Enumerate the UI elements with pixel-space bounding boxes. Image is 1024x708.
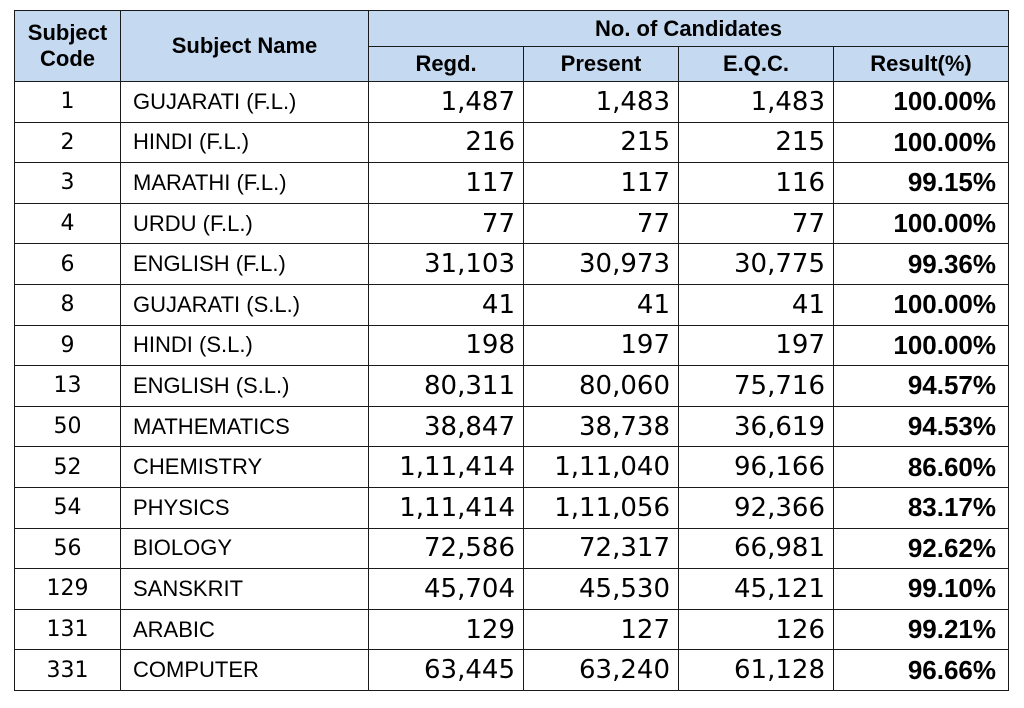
eqc-cell: 197 xyxy=(679,325,834,366)
table-row xyxy=(15,122,1009,163)
present-cell: 117 xyxy=(524,163,679,204)
result-cell: 100.00% xyxy=(834,203,1009,244)
result-cell: 96.66% xyxy=(834,650,1009,691)
table-row xyxy=(15,203,1009,244)
regd-cell: 41 xyxy=(369,284,524,325)
table-row xyxy=(15,487,1009,528)
present-cell: 45,530 xyxy=(524,569,679,610)
present-cell: 215 xyxy=(524,122,679,163)
subject-name-cell: ENGLISH (F.L.) xyxy=(121,244,369,285)
table-row xyxy=(15,325,1009,366)
eqc-cell: 61,128 xyxy=(679,650,834,691)
eqc-cell: 36,619 xyxy=(679,406,834,447)
eqc-cell: 66,981 xyxy=(679,528,834,569)
present-cell: 80,060 xyxy=(524,366,679,407)
subject-name-cell: HINDI (F.L.) xyxy=(121,122,369,163)
result-cell: 99.36% xyxy=(834,244,1009,285)
subject-code-cell: 129 xyxy=(15,569,121,610)
results-table xyxy=(14,10,1009,691)
header-result: Result(%) xyxy=(834,47,1009,82)
subject-name-cell: ENGLISH (S.L.) xyxy=(121,366,369,407)
present-cell: 197 xyxy=(524,325,679,366)
regd-cell: 31,103 xyxy=(369,244,524,285)
subject-code-cell: 4 xyxy=(15,203,121,244)
subject-code-cell: 9 xyxy=(15,325,121,366)
subject-code-cell: 3 xyxy=(15,163,121,204)
subject-name-cell: CHEMISTRY xyxy=(121,447,369,488)
subject-code-cell: 8 xyxy=(15,284,121,325)
result-cell: 100.00% xyxy=(834,325,1009,366)
table-header xyxy=(15,11,1009,82)
present-cell: 127 xyxy=(524,609,679,650)
regd-cell: 77 xyxy=(369,203,524,244)
subject-code-cell: 54 xyxy=(15,487,121,528)
result-cell: 99.21% xyxy=(834,609,1009,650)
header-regd: Regd. xyxy=(369,47,524,82)
eqc-cell: 126 xyxy=(679,609,834,650)
eqc-cell: 96,166 xyxy=(679,447,834,488)
subject-name-cell: MATHEMATICS xyxy=(121,406,369,447)
present-cell: 63,240 xyxy=(524,650,679,691)
eqc-cell: 41 xyxy=(679,284,834,325)
subject-name-cell: URDU (F.L.) xyxy=(121,203,369,244)
subject-code-cell: 50 xyxy=(15,406,121,447)
result-cell: 100.00% xyxy=(834,122,1009,163)
subject-name-cell: GUJARATI (S.L.) xyxy=(121,284,369,325)
eqc-cell: 116 xyxy=(679,163,834,204)
table-row xyxy=(15,650,1009,691)
regd-cell: 216 xyxy=(369,122,524,163)
eqc-cell: 45,121 xyxy=(679,569,834,610)
present-cell: 77 xyxy=(524,203,679,244)
regd-cell: 129 xyxy=(369,609,524,650)
table-row xyxy=(15,528,1009,569)
header-subject-code: Subject Code xyxy=(15,11,121,82)
subject-code-cell: 6 xyxy=(15,244,121,285)
table-row xyxy=(15,284,1009,325)
subject-code-cell: 2 xyxy=(15,122,121,163)
regd-cell: 1,11,414 xyxy=(369,487,524,528)
result-cell: 83.17% xyxy=(834,487,1009,528)
table-row xyxy=(15,163,1009,204)
header-subject-name: Subject Name xyxy=(121,11,369,82)
regd-cell: 63,445 xyxy=(369,650,524,691)
result-cell: 99.15% xyxy=(834,163,1009,204)
subject-name-cell: COMPUTER xyxy=(121,650,369,691)
present-cell: 1,483 xyxy=(524,82,679,123)
subject-name-cell: PHYSICS xyxy=(121,487,369,528)
eqc-cell: 1,483 xyxy=(679,82,834,123)
regd-cell: 38,847 xyxy=(369,406,524,447)
table-row xyxy=(15,609,1009,650)
subject-code-cell: 13 xyxy=(15,366,121,407)
table-row xyxy=(15,447,1009,488)
header-no-of-candidates: No. of Candidates xyxy=(369,11,1009,47)
regd-cell: 117 xyxy=(369,163,524,204)
present-cell: 38,738 xyxy=(524,406,679,447)
result-cell: 100.00% xyxy=(834,284,1009,325)
result-cell: 99.10% xyxy=(834,569,1009,610)
eqc-cell: 75,716 xyxy=(679,366,834,407)
subject-code-cell: 52 xyxy=(15,447,121,488)
present-cell: 1,11,056 xyxy=(524,487,679,528)
subject-name-cell: SANSKRIT xyxy=(121,569,369,610)
header-eqc: E.Q.C. xyxy=(679,47,834,82)
result-cell: 86.60% xyxy=(834,447,1009,488)
result-cell: 94.57% xyxy=(834,366,1009,407)
subject-code-cell: 331 xyxy=(15,650,121,691)
results-table-container xyxy=(14,10,1009,691)
subject-code-cell: 1 xyxy=(15,82,121,123)
regd-cell: 72,586 xyxy=(369,528,524,569)
table-row xyxy=(15,366,1009,407)
eqc-cell: 215 xyxy=(679,122,834,163)
regd-cell: 1,487 xyxy=(369,82,524,123)
present-cell: 72,317 xyxy=(524,528,679,569)
eqc-cell: 30,775 xyxy=(679,244,834,285)
eqc-cell: 92,366 xyxy=(679,487,834,528)
table-row xyxy=(15,406,1009,447)
regd-cell: 198 xyxy=(369,325,524,366)
regd-cell: 1,11,414 xyxy=(369,447,524,488)
table-body xyxy=(15,82,1009,691)
regd-cell: 45,704 xyxy=(369,569,524,610)
result-cell: 94.53% xyxy=(834,406,1009,447)
subject-name-cell: HINDI (S.L.) xyxy=(121,325,369,366)
subject-name-cell: BIOLOGY xyxy=(121,528,369,569)
subject-name-cell: ARABIC xyxy=(121,609,369,650)
subject-code-cell: 131 xyxy=(15,609,121,650)
table-row xyxy=(15,244,1009,285)
present-cell: 1,11,040 xyxy=(524,447,679,488)
subject-name-cell: MARATHI (F.L.) xyxy=(121,163,369,204)
subject-code-cell: 56 xyxy=(15,528,121,569)
regd-cell: 80,311 xyxy=(369,366,524,407)
present-cell: 30,973 xyxy=(524,244,679,285)
header-present: Present xyxy=(524,47,679,82)
result-cell: 100.00% xyxy=(834,82,1009,123)
eqc-cell: 77 xyxy=(679,203,834,244)
result-cell: 92.62% xyxy=(834,528,1009,569)
present-cell: 41 xyxy=(524,284,679,325)
table-row xyxy=(15,569,1009,610)
subject-name-cell: GUJARATI (F.L.) xyxy=(121,82,369,123)
table-row xyxy=(15,82,1009,123)
